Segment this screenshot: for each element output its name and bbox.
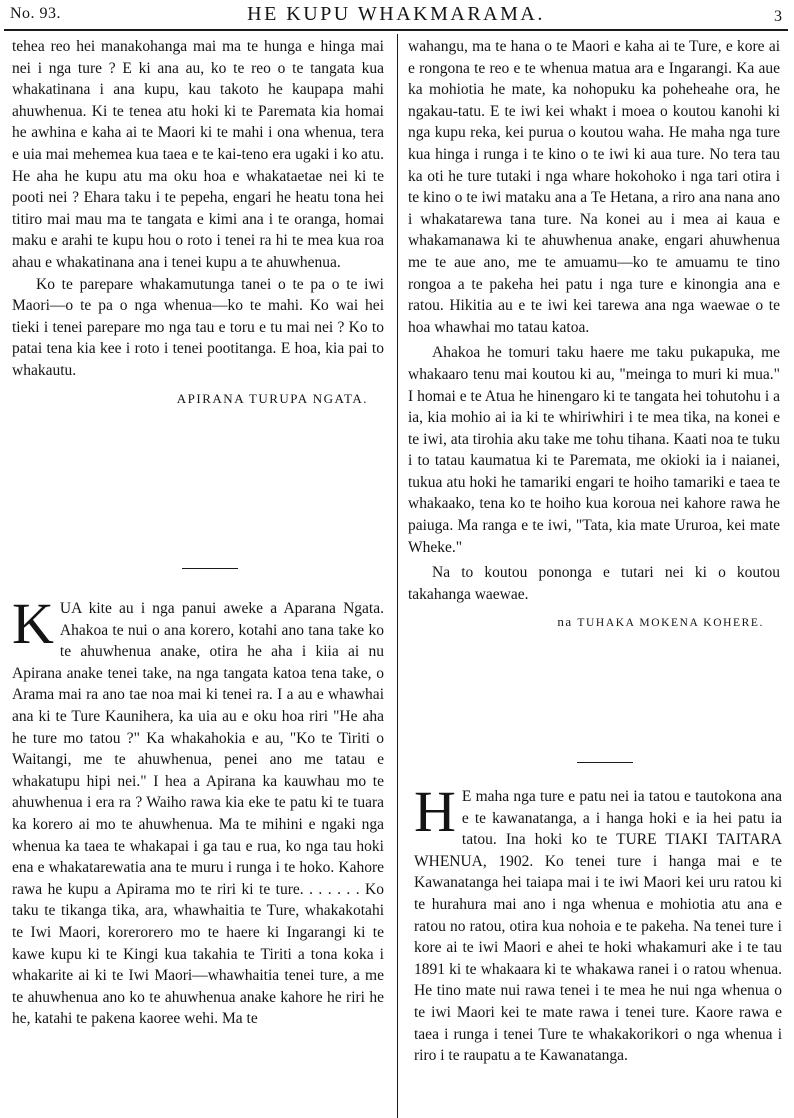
- column-rule: [397, 34, 398, 1118]
- signature-prefix: na: [557, 614, 573, 630]
- drop-cap: K: [12, 591, 54, 656]
- article-body: UA kite au i nga panui aweke a Aparana Ngata. Ahakoa te nui o ana korero, kotahi ano tana take ko te ahuwhenua anake, otira he aha i kiia ai nu Apirana anake tenei take, na nga tangata katoa tena take, o Arama mai ra ano tae noa mai ki tenei ra. I a au e whawhai ana ki te Ture Kaunihera, ka uia au e oku hoa riri "He aha he ture mo tatou ?" Ka whakahokia e au, "Ko te Tiriti o Waitangi, me te ahuwhenua, penei ano me tatau e whakatupu hipi nei." I hea a Apirana ka kauwhau mo te ahuwhenua i era ra ? Waiho rawa kia eke te patu ki te tuara ka korero ai mo te ahuwhenua. Ma te mihini e ngaki nga whenua ka taea te whakapai i ga tau e rua, ko nga tau hoki ena e whakatarewatia ana te muru i runga i te hoko. Kahore rawa he kupu a Apirama mo te riri ki te ture. . . . . . . Ko taku te tikanga tika, ara, whawhaitia te Ture, whakakotahi te Iwi Maori, korerorero mo te haere ki Ingarangi ki te kawe kupu ki te Kingi kua takahia te Tiriti a tona koka i whakarite ai ki te Iwi Maori—whawhaitia tenei ture, a me te ahuwhenua ano ko te ahuwhenua anake kahore he riri he he, katahi te pakena kaoree wehi. Ma te: [12, 600, 384, 1028]
- section-divider: [577, 762, 633, 763]
- right-column-article: [414, 779, 782, 1067]
- article-paragraph: Ahakoa he tomuri taku haere me taku pukapuka, me whakaaro tenu mai koutou ki au, "meinga to muri ki mua." I homai e te Atua he hinengaro ki te tangata hei tohutohu i a ia, kia mohio ai ia ki te whiriwhiri i te mea tika, na konei e te iwi, ata tirohia aku take me tohu tihana. Kaati noa te tuku i to tatau kaumatua ki te Paremata, me okioki ia i naianei, tukua atu hoki he tamariki engari te hoiho tamariki e taea te whakaako, tena ko te hoiho kua koroua nei kahore rawa he paiuga. Ma ranga e te iwi, "Tata, kia mate Ururoa, kei mate Wheke.": [408, 344, 780, 556]
- article-paragraph: Na to koutou pononga e tutari nei ki o koutou takahanga waewae.: [408, 564, 780, 603]
- article-paragraph: Ko te parepare whakamutunga tanei o te pa o te iwi Maori—o te pa o nga whenua—ko te mahi. Ko wai hei tieki i tenei parepare mo nga tau e toru e tu mai nei ? Ko to patai tena kia kee i roto i tenei pootitanga. E hoa, kia pai to whakautu.: [12, 275, 384, 379]
- section-divider: [182, 568, 238, 569]
- article-body: E maha nga ture e patu nei ia tatou e tautokona ana e te kawanatanga, a i hanga hoki e ia hei patu ia tatou. Ina hoki ko te TURE TIAKI TAITARA WHENUA, 1902. Ko tenei ture i hanga mai e te Kawanatanga hei taiapa mai i te iwi Maori kei uru ratou ki te hurahura mai ano i nga whenua e mohiotia atu ana e ratou no ratou, otira kua nohoia e te pakeha. Na tenei ture i kore ai te iwi Maori e ahei te hoki whakamuri ake i te tau 1891 ki te whakaara ki te whakawa ranei i o ratou whenua. He tino mate nui rawa tenei i te mea he nui nga whenua o te iwi Maori kei te mate rawa i tenei ture. Kaore rawa e taea i runga i tenei Ture te whakakorikori o nga whenua i riro i te raupatu a te Kawanatanga.: [414, 788, 782, 1065]
- left-column-top: [12, 36, 384, 409]
- drop-cap: H: [414, 779, 456, 844]
- signature-apirana: APIRANA TURUPA NGATA.: [176, 390, 368, 406]
- page-number: 3: [774, 8, 782, 25]
- issue-number: No. 93.: [10, 5, 62, 22]
- signature-tuhaka: [408, 611, 780, 635]
- running-head: [10, 2, 782, 28]
- newspaper-title: HE KUPU WHAKMARAMA.: [247, 3, 545, 25]
- signature-name: TUHAKA MOKENA KOHERE.: [577, 617, 764, 630]
- article-paragraph: wahangu, ma te hana o te Maori e kaha ai te Ture, e kore ai e rongona te reo e te whenua matua ara e Ingarangi. Ka aue ka mohiotia he mate, ka nohopuku ka poheheahe ora, he ngakau-tatu. E te iwi kei whakt i moea o koutou kanohi ki nga kupu reka, kei purua o koutou waha. He maha nga ture kua hinga i runga i te kino o te iwi ki aua ture. No tera tau ka oti he ture tutaki i nga whare hokohoko i nga tari otira i te kino o te iwi mataku ana a Te Hetana, a riro ana nana ano i whakatarewa tana ture. Na konei au i mea ai kaua e whakamanawa ki te ahuwhenua anake, engari ahuwhenua me te aue ano, me te amuamu—ko te amuamu te tino rongoa a te pakeha hei patu i nga ture e kinongia ana e ratou. Hikitia au e te iwi kei tarewa ana nga waewae o te hoa whawhai mo tatau katoa.: [408, 38, 780, 336]
- left-column-letter: [12, 591, 384, 1030]
- article-paragraph: tehea reo hei manakohanga mai ma te hunga e hinga mai nei i nga ture ? E ki ana au, ko te reo o te tangata kua whakatinana i ana kupu, kau takoto he kaupapa mahi ahuwhenua. Ki te tenea atu hoki ki te Paremata kia homai he awhina e kaha ai te Maori ki te mahi i ona whenua, tera e uia mai mehemea kua taea e te kai-teno era ugaki i ko atu. He aha he kupu atu ma oku hoa e whakataetae nei ki te pooti nei ? Ehara taku i te pepeha, engari he heatu tona hei titiro mai mau ma te tangata e kimi ana i te oranga, homai maku e arahi te kupu hou o roto i tenei ra hi te mea kua roa ahau e whakatinana ana i tenei kupu a te ahuwhenua.: [12, 38, 384, 271]
- header-rule: [4, 29, 788, 31]
- right-column-top: [408, 36, 780, 635]
